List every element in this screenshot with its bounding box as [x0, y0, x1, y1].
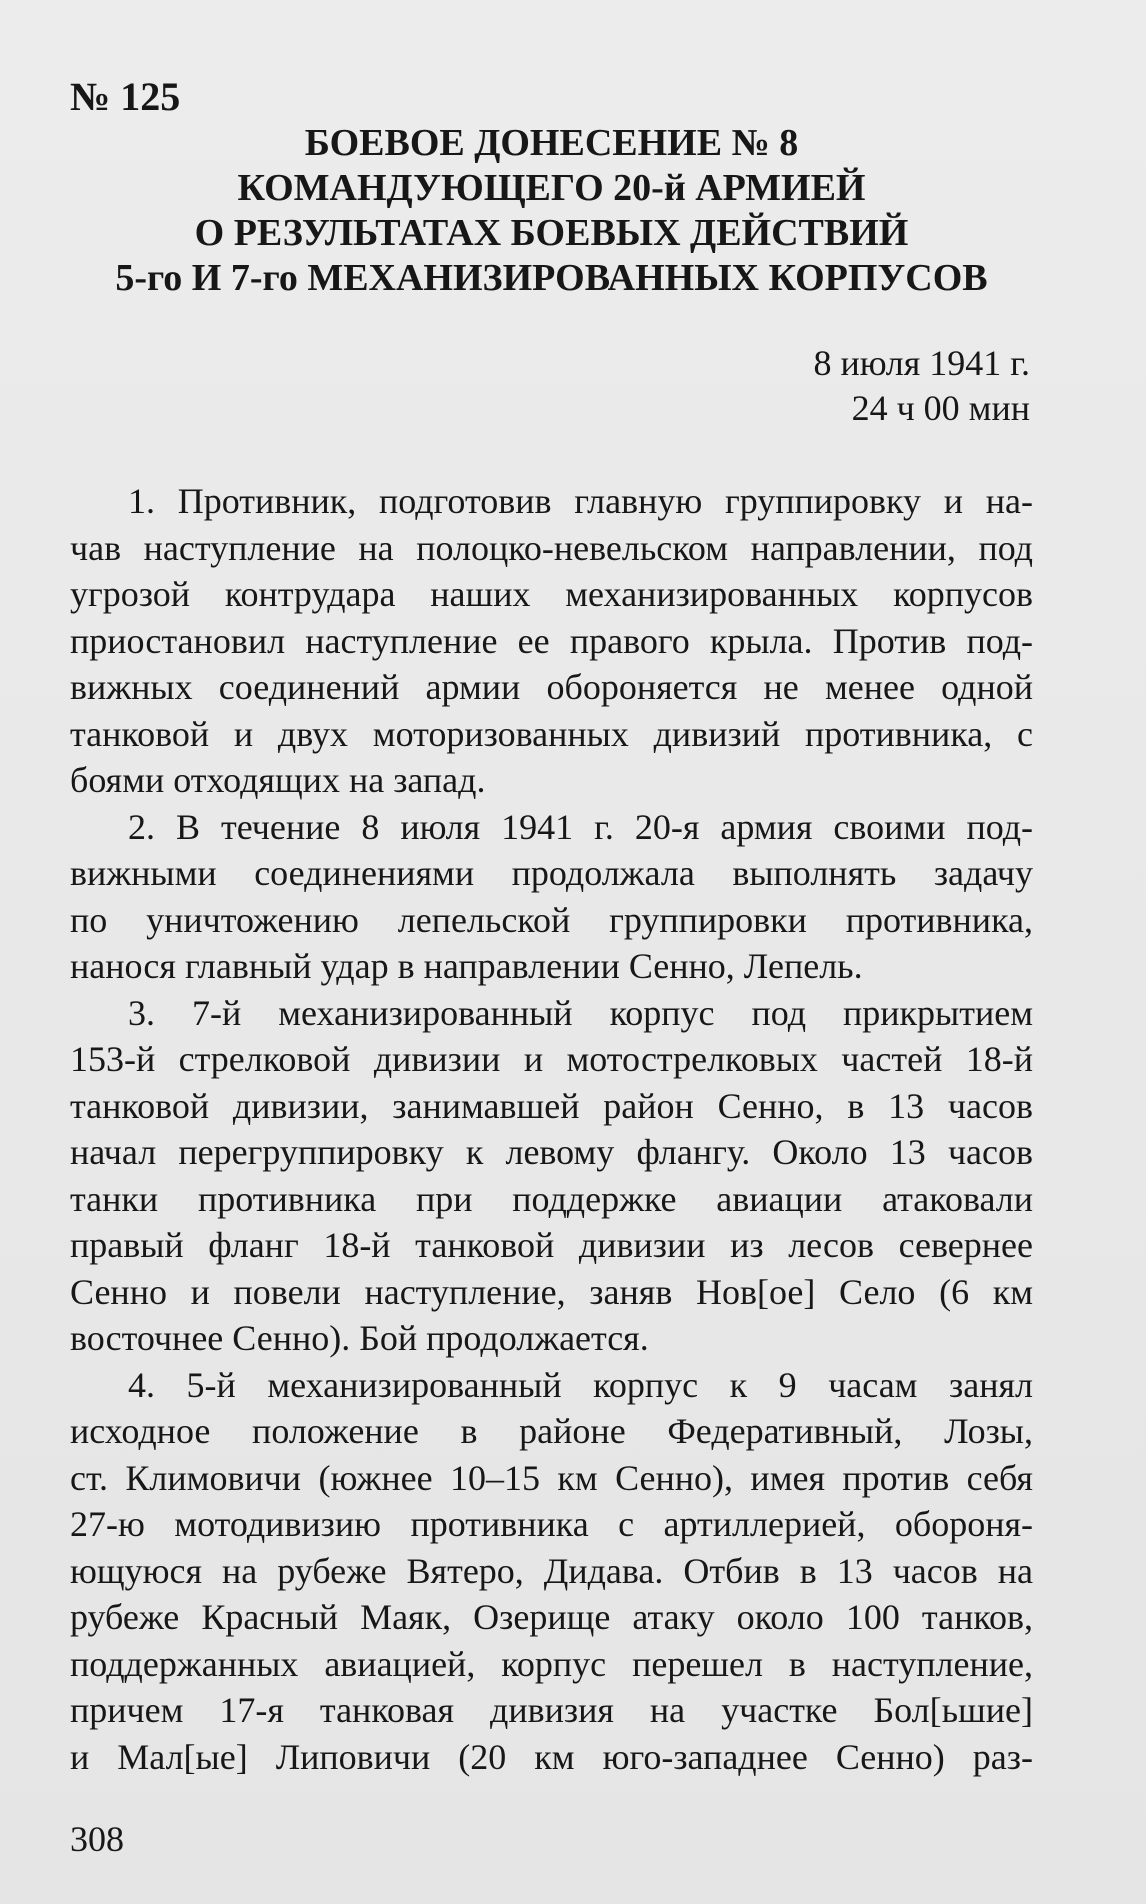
page-number: 308: [70, 1819, 124, 1859]
paragraph-line: ющуюся на рубеже Вятеро, Дидава. Отбив в 13 часов на: [70, 1550, 1033, 1591]
title-line-2: КОМАНДУЮЩЕГО 20-й АРМИЕЙ: [237, 167, 866, 209]
paragraph-line: танковой дивизии, занимавшей район Сенно, в 13 часов: [70, 1085, 1033, 1126]
paragraph-line: танки противника при поддержке авиации атаковали: [70, 1178, 1033, 1219]
paragraph-line: 27-ю мотодивизию противника с артиллерией, обороня-: [70, 1504, 1033, 1544]
paragraph-line: по уничтожению лепельской группировки противника,: [70, 899, 1033, 940]
paragraph-line: Сенно и повели наступление, заняв Нов[ое] Село (6 км: [70, 1271, 1033, 1312]
paragraph-line: причем 17-я танковая дивизия на участке Бол[ьшие]: [70, 1690, 1033, 1730]
date-block: [814, 341, 1031, 431]
paragraph-1: [70, 478, 1033, 804]
document-time: 24 ч 00 мин: [851, 388, 1030, 428]
paragraph-line: 1. Противник, подготовив главную группировку и на-: [128, 481, 1033, 521]
paragraph-line: ст. Климовичи (южнее 10–15 км Сенно), имея против себя: [70, 1457, 1033, 1498]
paragraph-4: [70, 1362, 1033, 1781]
paragraph-line: 153-й стрелковой дивизии и мотострелковых частей 18-й: [70, 1039, 1033, 1079]
title-line-3: О РЕЗУЛЬТАТАХ БОЕВЫХ ДЕЙСТВИЙ: [194, 212, 909, 254]
document-number: № 125: [70, 74, 181, 119]
paragraph-line: боями отходящих на запад.: [70, 760, 486, 800]
paragraph-line: восточнее Сенно). Бой продолжается.: [70, 1318, 649, 1358]
document-body: [70, 478, 1033, 1780]
paragraph-line: 4. 5-й механизированный корпус к 9 часам занял: [128, 1364, 1033, 1405]
paragraph-line: вижных соединений армии обороняется не менее одной: [70, 667, 1033, 707]
paragraph-3: [70, 990, 1033, 1362]
paragraph-line: поддержанных авиацией, корпус перешел в наступление,: [70, 1643, 1033, 1684]
title-line-4: 5-го И 7-го МЕХАНИЗИРОВАННЫХ КОРПУСОВ: [115, 257, 988, 299]
paragraph-line: вижными соединениями продолжала выполнять задачу: [70, 853, 1033, 893]
paragraph-line: нанося главный удар в направлении Сенно, Лепель.: [70, 946, 863, 986]
paragraph-line: исходное положение в районе Федеративный, Лозы,: [70, 1411, 1033, 1451]
paragraph-2: [70, 804, 1033, 990]
paragraph-line: танковой и двух моторизованных дивизий противника, с: [70, 713, 1033, 754]
document-title: [70, 121, 1033, 301]
document-date: 8 июля 1941 г.: [813, 343, 1030, 383]
title-line-1: БОЕВОЕ ДОНЕСЕНИЕ № 8: [304, 122, 799, 164]
paragraph-line: угрозой контрудара наших механизированных корпусов: [70, 574, 1033, 614]
paragraph-line: и Мал[ые] Липовичи (20 км юго-западнее Сенно) раз-: [70, 1736, 1033, 1777]
paragraph-line: чав наступление на полоцко-невельском направлении, под: [70, 527, 1033, 568]
paragraph-line: правый фланг 18-й танковой дивизии из лесов севернее: [70, 1225, 1033, 1265]
paragraph-line: 3. 7-й механизированный корпус под прикрытием: [128, 992, 1033, 1033]
paragraph-line: 2. В течение 8 июля 1941 г. 20-я армия своими под-: [128, 806, 1033, 847]
paragraph-line: начал перегруппировку к левому флангу. Около 13 часов: [70, 1132, 1033, 1172]
paragraph-line: рубеже Красный Маяк, Озерище атаку около 100 танков,: [70, 1597, 1033, 1637]
paragraph-line: приостановил наступление ее правого крыла. Против под-: [70, 620, 1033, 661]
